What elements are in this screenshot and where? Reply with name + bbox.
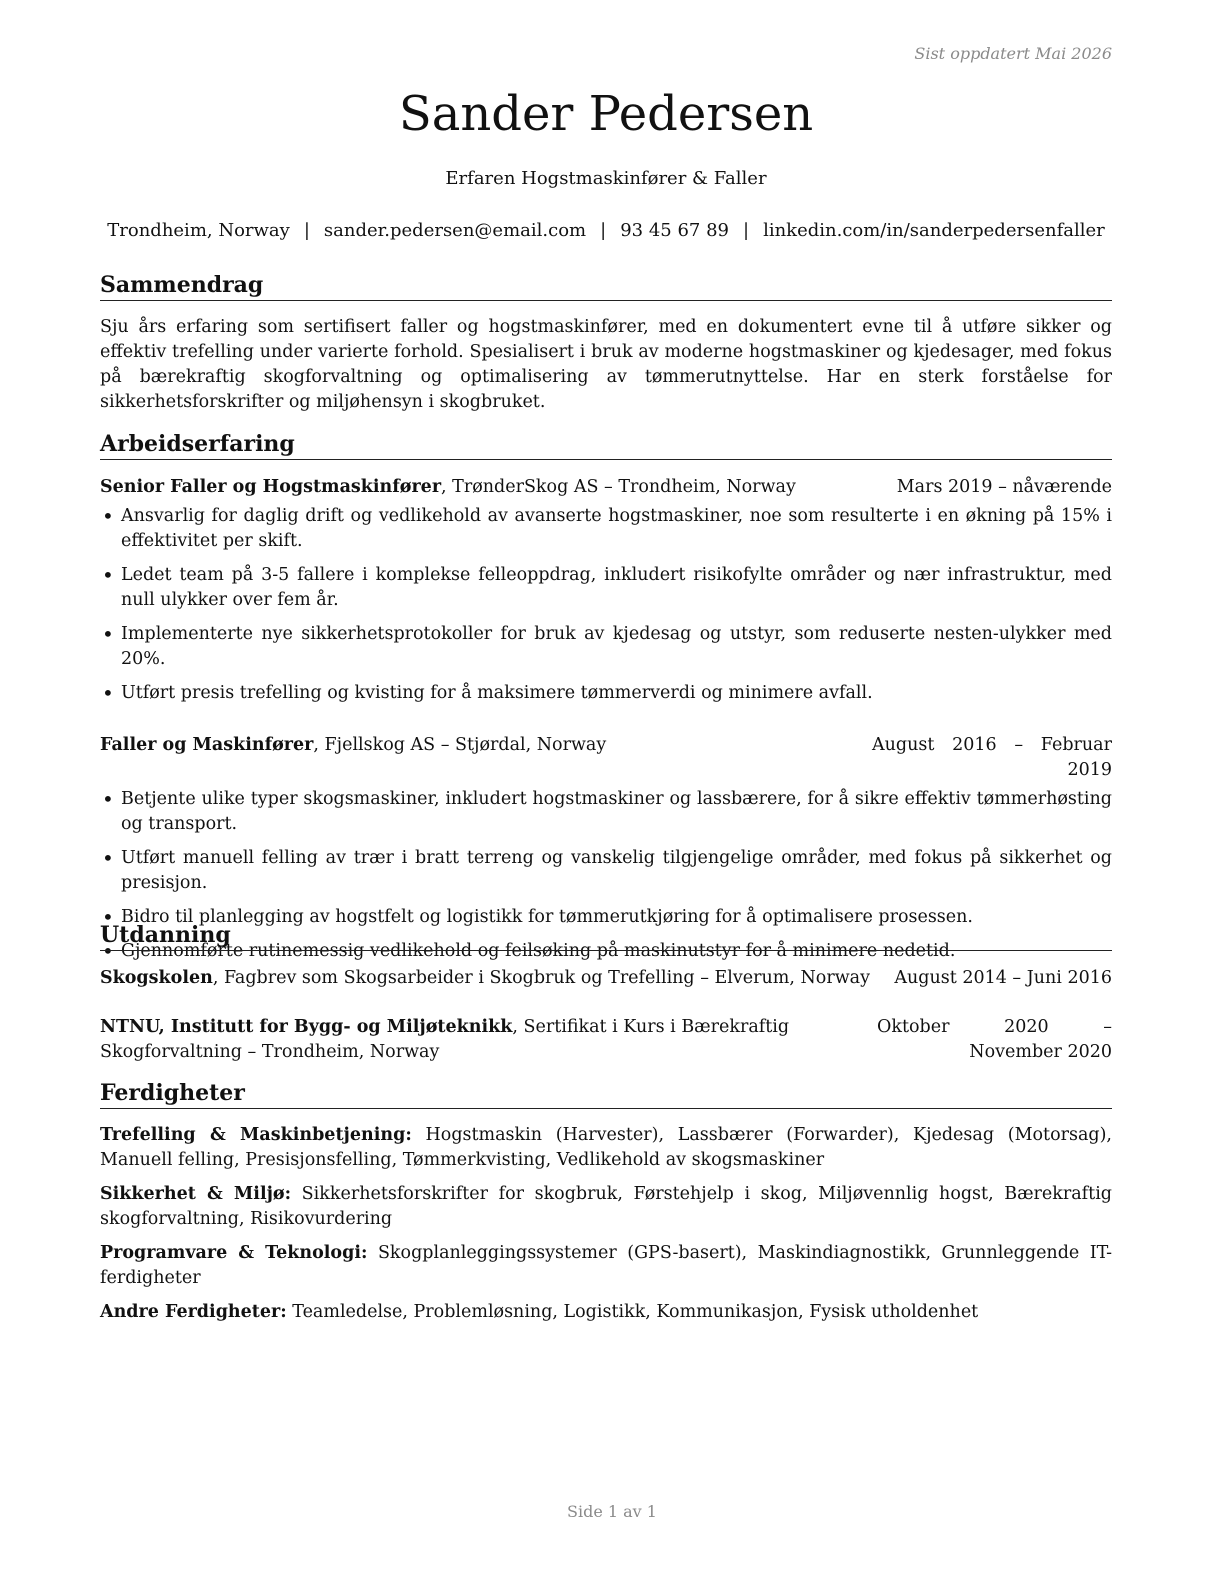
contact-phone: 93 45 67 89 [620, 220, 729, 241]
contact-separator: | [742, 220, 750, 241]
education-dates: Oktober 2020 – November 2020 [877, 1017, 1112, 1062]
skill-label: Trefelling & Maskinbetjening: [100, 1125, 412, 1145]
job-org: , TrønderSkog AS – Trondheim, Norway [441, 477, 796, 497]
skills-list [100, 1123, 1112, 1325]
job-dates: August 2016 – Februar 2019 [872, 735, 1112, 780]
education-school: Skogskolen [100, 968, 213, 988]
contact-separator: | [600, 220, 607, 241]
contact-linkedin[interactable]: linkedin.com/in/sanderpedersenfaller [763, 220, 1105, 241]
education-dates: August 2014 – Juni 2016 [894, 968, 1112, 988]
skill-label: Andre Ferdigheter: [100, 1302, 287, 1322]
section-heading: Sammendrag [100, 271, 1112, 301]
education-entry [100, 1015, 1112, 1065]
skill-label: Programvare & Teknologi: [100, 1243, 368, 1263]
job-bullet: • Gjennomførte rutinemessig vedlikehold og feilsøking på maskinutstyr for å minimere nedetid. [100, 939, 1112, 964]
section-heading: Ferdigheter [100, 1079, 1112, 1109]
education-school: NTNU, Institutt for Bygg- og Miljøteknikk [100, 1017, 513, 1037]
experience-section [100, 430, 1112, 973]
skill-text: Teamledelse, Problemløsning, Logistikk, Kommunikasjon, Fysisk utholdenhet [286, 1302, 979, 1322]
job-header [100, 733, 1112, 783]
job-header [100, 475, 1112, 500]
skills-section [100, 1079, 1112, 1334]
section-heading: Arbeidserfaring [100, 430, 1112, 460]
section-heading: Utdanning [100, 921, 1112, 951]
job-bullet: • Ansvarlig for daglig drift og vedlikehold av avanserte hogstmaskiner, noe som resulterte i en økning på 15% i effektivitet per skift. [100, 504, 1112, 554]
skill-label: Sikkerhet & Miljø: [100, 1184, 292, 1204]
job-title: Senior Faller og Hogstmaskinfører [100, 477, 442, 497]
job-bullet: • Bidro til planlegging av hogstfelt og logistikk for tømmerutkjøring for å optimalisere prosessen. [100, 905, 1112, 930]
summary-text: Sju års erfaring som sertifisert faller og hogstmaskinfører, med en dokumentert evne til å utføre sikker og effektiv trefelling under varierte forhold. Spesialisert i bruk av moderne hogstmaskiner og kjedesager, med fokus på bærekraftig skogforvaltning og optimalisering av tømmerutnyttelse. Har en sterk forståelse for sikkerhetsforskrifter og miljøhensyn i skogbruket. [100, 317, 1112, 412]
education-entry [100, 966, 1112, 991]
page-number: Side 1 av 1 [567, 1502, 657, 1521]
education-detail: , Fagbrev som Skogsarbeider i Skogbruk og Trefelling – Elverum, Norway [212, 968, 870, 988]
job-dates: Mars 2019 – nåværende [896, 477, 1112, 497]
job-bullet: • Utført presis trefelling og kvisting for å maksimere tømmerverdi og minimere avfall. [100, 681, 1112, 706]
contact-email[interactable]: sander.pedersen@email.com [323, 220, 587, 241]
education-detail: , Sertifikat i Kurs i Bærekraftig Skogforvaltning – Trondheim, Norway [100, 1017, 790, 1062]
job-bullet: • Ledet team på 3-5 fallere i komplekse felleoppdrag, inkludert risikofylte områder og nær infrastruktur, med null ulykker over fem år. [100, 563, 1112, 613]
candidate-tagline: Erfaren Hogstmaskinfører & Faller [445, 168, 767, 189]
job-bullet: • Utført manuell felling av trær i bratt terreng og vanskelig tilgjengelige områder, med fokus på sikkerhet og presisjon. [100, 846, 1112, 896]
skill-text: Hogstmaskin (Harvester), Lassbærer (Forwarder), Kjedesag (Motorsag), Manuell felling, Presisjonsfelling, Tømmerkvisting, Vedlikehold av skogsmaskiner [100, 1125, 1112, 1170]
skill-group [100, 1241, 1112, 1291]
job-bullet: • Implementerte nye sikkerhetsprotokoller for bruk av kjedesag og utstyr, som reduserte nesten-ulykker med 20%. [100, 622, 1112, 672]
skill-text: Sikkerhetsforskrifter for skogbruk, Førstehjelp i skog, Miljøvennlig hogst, Bærekraftig skogforvaltning, Risikovurdering [100, 1184, 1112, 1229]
contact-line [100, 220, 1112, 241]
contact-separator: | [303, 220, 310, 241]
job-entry [100, 475, 1112, 706]
skill-group [100, 1300, 1112, 1325]
job-title: Faller og Maskinfører [100, 735, 314, 755]
candidate-name: Sander Pedersen [398, 86, 814, 142]
last-updated: Sist oppdatert Mai 2026 [914, 44, 1112, 63]
skill-text: Skogplanleggingssystemer (GPS-basert), Maskindiagnostikk, Grunnleggende IT-ferdigheter [100, 1243, 1113, 1288]
skill-group [100, 1182, 1112, 1232]
skill-group [100, 1123, 1112, 1173]
summary-section [100, 271, 1112, 415]
education-section [100, 921, 1112, 1065]
job-org: , Fjellskog AS – Stjørdal, Norway [313, 735, 607, 755]
job-bullet: • Betjente ulike typer skogsmaskiner, inkludert hogstmaskiner og lassbærere, for å sikre effektiv tømmerhøsting og transport. [100, 787, 1112, 837]
contact-location: Trondheim, Norway [107, 220, 290, 241]
job-bullets [100, 504, 1112, 706]
